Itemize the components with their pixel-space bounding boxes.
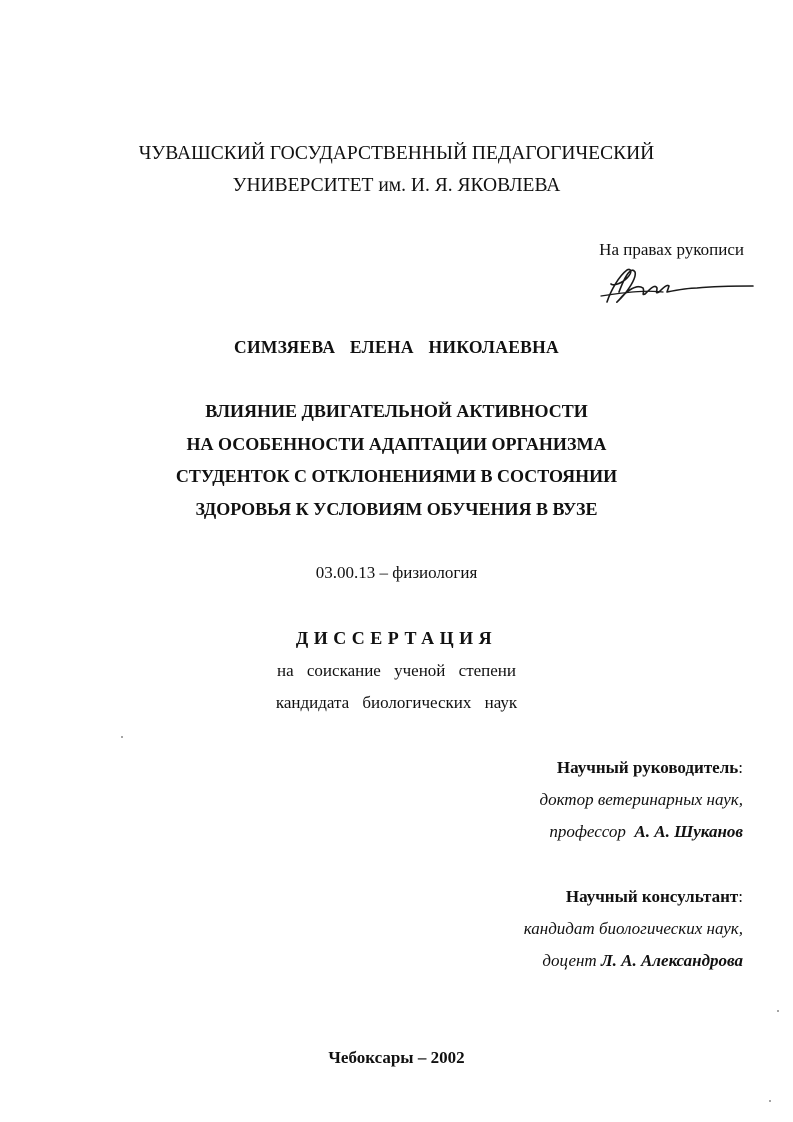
title-line-1: ВЛИЯНИЕ ДВИГАТЕЛЬНОЙ АКТИВНОСТИ [205, 401, 588, 421]
manuscript-rights-note: На правах рукописи [599, 240, 744, 259]
degree-line-1: на соискание ученой степени [276, 661, 517, 680]
city-year: Чебоксары – 2002 [328, 1048, 465, 1067]
consultant-position-name [542, 952, 743, 969]
title-line-2: НА ОСОБЕННОСТИ АДАПТАЦИИ ОРГАНИЗМА [186, 434, 607, 454]
signature-icon [597, 262, 757, 310]
work-type-heading: ДИССЕРТАЦИЯ [295, 628, 498, 648]
supervisor-name: А. А. Шуканов [634, 822, 743, 841]
supervisor-position-name [549, 823, 743, 840]
consultant-label-colon: : [738, 887, 743, 906]
consultant-label-text: Научный консультант [565, 887, 739, 906]
supervisor-label-text: Научный руководитель [556, 758, 739, 777]
consultant-name: Л. А. Александрова [600, 951, 743, 970]
supervisor-label-colon: : [738, 758, 743, 777]
scan-speck [121, 736, 123, 738]
specialty-code: 03.00.13 – физиология [315, 563, 478, 582]
consultant-degree: кандидат биологических наук, [523, 919, 743, 938]
supervisor-degree: доктор ветеринарных наук, [539, 790, 743, 809]
university-name-line-2: УНИВЕРСИТЕТ им. И. Я. ЯКОВЛЕВА [232, 175, 561, 196]
university-name-line-1: ЧУВАШСКИЙ ГОСУДАРСТВЕННЫЙ ПЕДАГОГИЧЕСКИЙ [138, 143, 655, 164]
supervisor-label [557, 759, 743, 777]
scan-speck [769, 1100, 771, 1102]
author-name: СИМЗЯЕВА ЕЛЕНА НИКОЛАЕВНА [234, 337, 559, 357]
title-line-3: СТУДЕНТОК С ОТКЛОНЕНИЯМИ В СОСТОЯНИИ [175, 466, 618, 486]
degree-line-2: кандидата биологических наук [275, 693, 518, 712]
consultant-label [566, 888, 743, 906]
consultant-position: доцент [542, 951, 597, 970]
title-line-4: ЗДОРОВЬЯ К УСЛОВИЯМ ОБУЧЕНИЯ В ВУЗЕ [195, 499, 598, 519]
scan-speck [777, 1010, 779, 1012]
supervisor-position: профессор [549, 822, 626, 841]
